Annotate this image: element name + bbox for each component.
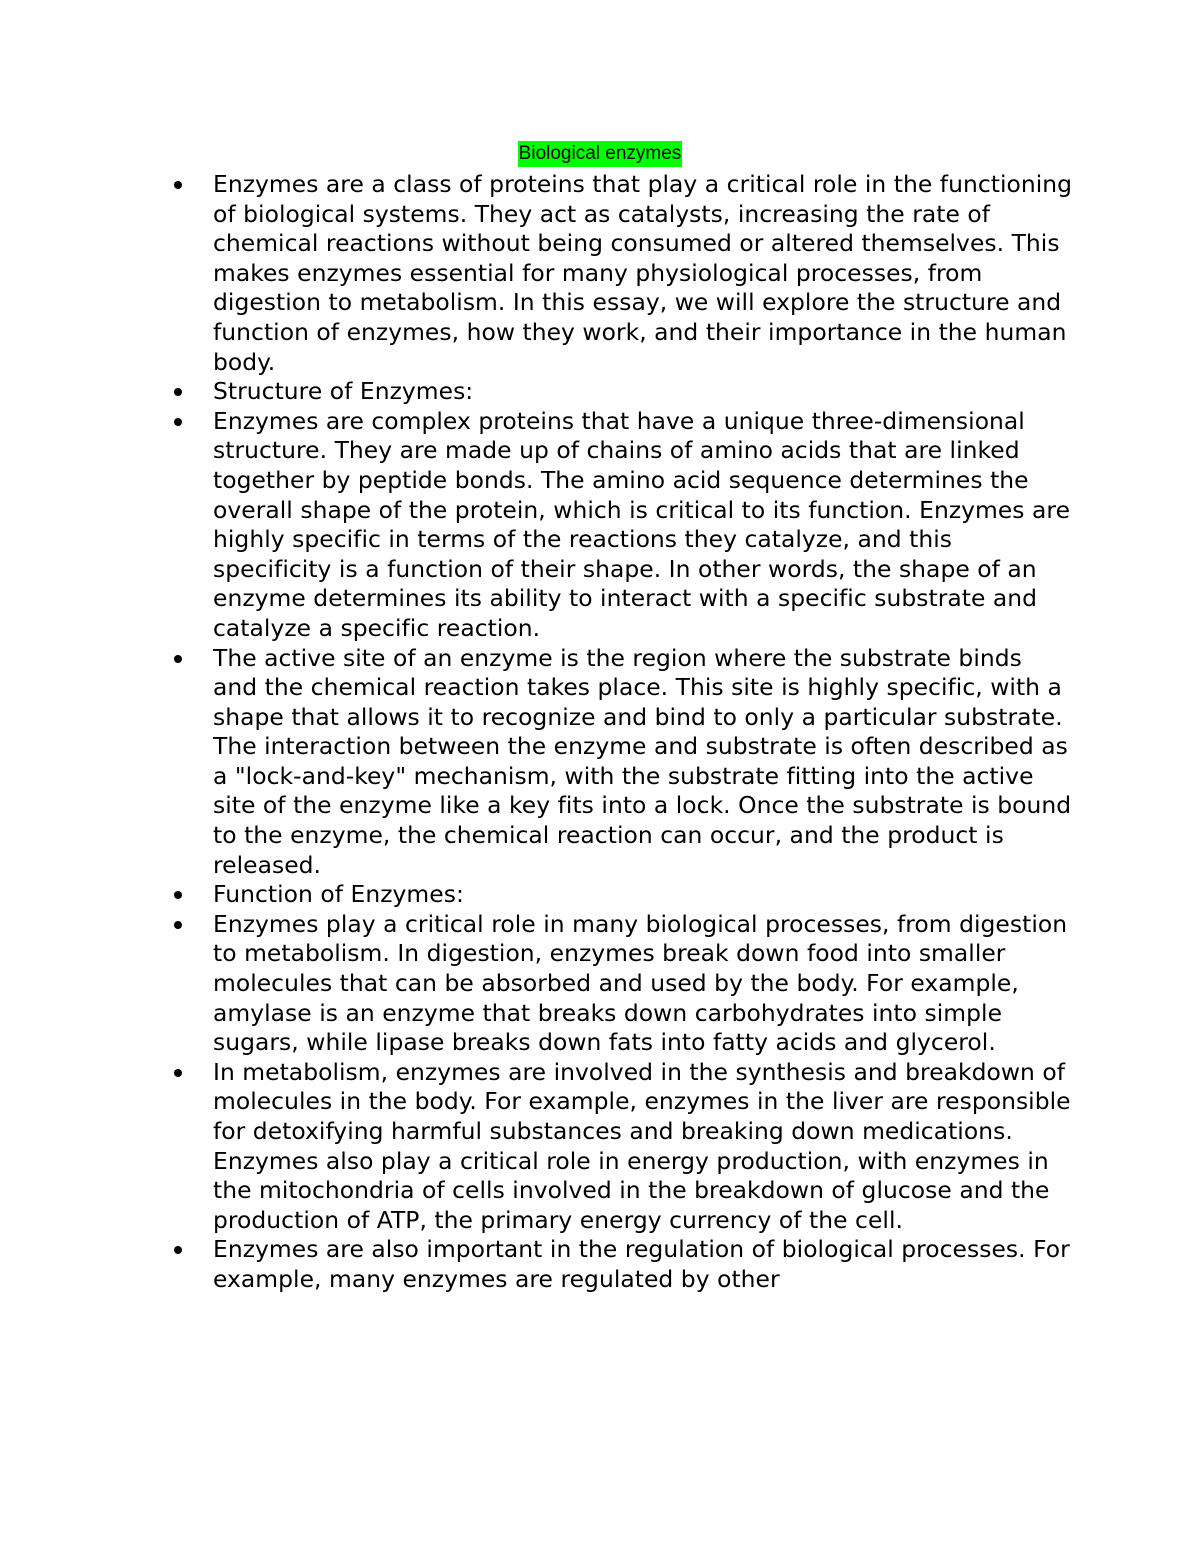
bullet-text: Structure of Enzymes: bbox=[213, 377, 474, 406]
bullet-item bbox=[213, 377, 1073, 407]
bullet-text: In metabolism, enzymes are involved in the synthesis and breakdown of molecules in the body. For example, enzymes in the liver are responsible for detoxifying harmful substances and breaking down medications. Enzymes also play a critical role in energy production, with enzymes in the mitochondria of cells involved in the breakdown of glucose and the production of ATP, the primary energy currency of the cell. bbox=[213, 1057, 1071, 1234]
bullet-text: Enzymes play a critical role in many biological processes, from digestion to metabolism. In digestion, enzymes break down food into smaller molecules that can be absorbed and used by the body. For example, amylase is an enzyme that breaks down carbohydrates into simple sugars, while lipase breaks down fats into fatty acids and glycerol. bbox=[213, 909, 1068, 1057]
bullet-item bbox=[213, 910, 1073, 1058]
bullet-dot-icon bbox=[174, 1246, 182, 1254]
bullet-item bbox=[213, 1058, 1073, 1236]
bullet-text: Enzymes are complex proteins that have a unique three-dimensional structure. They are made up of chains of amino acids that are linked together by peptide bonds. The amino acid sequence determines the overall shape of the protein, which is critical to its function. Enzymes are highly specific in terms of the reactions they catalyze, and this specificity is a function of their shape. In other words, the shape of an enzyme determines its ability to interact with a specific substrate and catalyze a specific reaction. bbox=[213, 406, 1071, 642]
bullet-text: The active site of an enzyme is the region where the substrate binds and the chemical reaction takes place. This site is highly specific, with a shape that allows it to recognize and bind to only a particular substrate. The interaction between the enzyme and substrate is often described as a "lock-and-key" mechanism, with the substrate fitting into the active site of the enzyme like a key fits into a lock. Once the substrate is bound to the enzyme, the chemical reaction can occur, and the product is released. bbox=[213, 643, 1072, 879]
document-title: Biological enzymes bbox=[518, 141, 683, 167]
bullet-item bbox=[213, 1235, 1073, 1294]
bullet-text: Enzymes are a class of proteins that play a critical role in the functioning of biological systems. They act as catalysts, increasing the rate of chemical reactions without being consumed or altered themselves. This makes enzymes essential for many physiological processes, from digestion to metabolism. In this essay, we will explore the structure and function of enzymes, how they work, and their importance in the human body. bbox=[213, 170, 1073, 376]
bullet-item bbox=[213, 644, 1073, 881]
bullet-dot-icon bbox=[174, 388, 182, 396]
bullet-dot-icon bbox=[174, 891, 182, 899]
bullet-dot-icon bbox=[174, 418, 182, 426]
bullet-dot-icon bbox=[174, 921, 182, 929]
bullet-dot-icon bbox=[174, 1069, 182, 1077]
bullet-dot-icon bbox=[174, 655, 182, 663]
bullet-list bbox=[213, 170, 1073, 1295]
bullet-item bbox=[213, 407, 1073, 644]
bullet-item bbox=[213, 880, 1073, 910]
bullet-text: Enzymes are also important in the regulation of biological processes. For example, many enzymes are regulated by other bbox=[213, 1235, 1070, 1293]
title-container bbox=[0, 141, 1200, 167]
bullet-item bbox=[213, 170, 1073, 377]
bullet-dot-icon bbox=[174, 181, 182, 189]
bullet-text: Function of Enzymes: bbox=[213, 880, 464, 909]
